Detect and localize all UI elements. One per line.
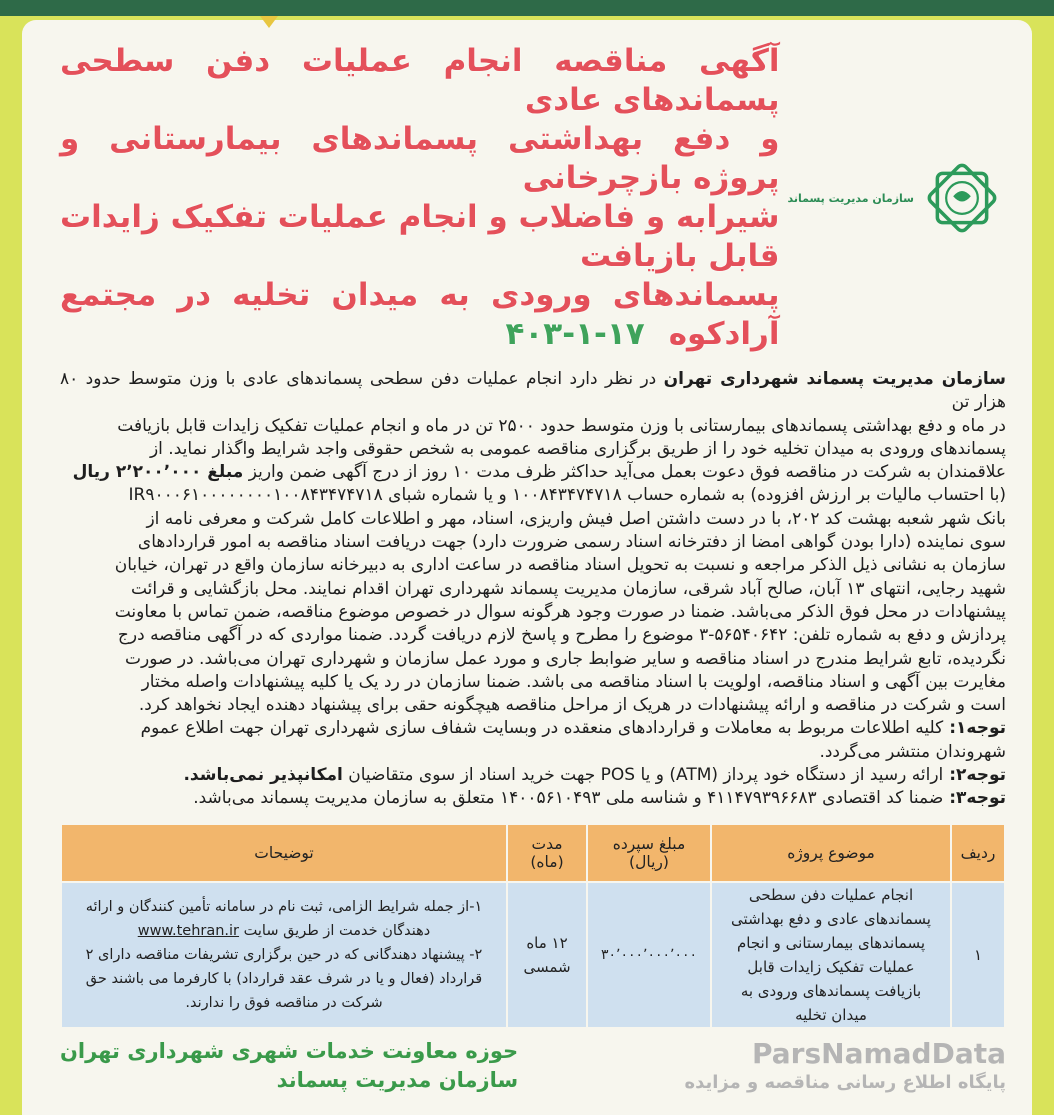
body-text: (با احتساب مالیات بر ارزش افزوده) به شماره حساب ۱۰۰۸۴۳۴۷۴۷۱۸ و یا شماره شبای IR۹۰۰۰۶۱۰۰۰۰۰۰۰۰۱۰۰۸۴۳۴۷۴۷۱۸: [128, 485, 1006, 506]
cell-row-number: ۱: [951, 882, 1005, 1028]
tender-code: ۱۷-۱-۴۰۳: [505, 316, 645, 352]
body-text: در نظر دارد انجام عملیات دفن سطحی پسماندهای عادی با وزن متوسط حدود ۸۰ هزار تن: [60, 369, 1006, 413]
tender-table: [60, 823, 1006, 1029]
header-deposit-label: مبلغ سپرده: [612, 834, 686, 853]
body-line: [60, 554, 1006, 577]
ad-bottom: [60, 1037, 1006, 1095]
body-line: [60, 694, 1006, 717]
title-line-text: پسماندهای ورودی به میدان تخلیه در مجتمع آرادکوه: [60, 277, 780, 352]
note-1: [74, 895, 494, 943]
body-text: علاقمندان به شرکت در مناقصه فوق دعوت بعمل می‌آید حداکثر ظرف مدت ۱۰ روز از درج آگهی ضمن واریز: [243, 462, 1006, 483]
watermark-tagline: پایگاه اطلاع رسانی مناقصه و مزایده: [684, 1071, 1006, 1093]
header-notes: توضیحات: [61, 824, 507, 882]
note-2: ۲- پیشنهاد دهندگانی که در حین برگزاری تشریفات مناقصه دارای ۲ قرارداد (فعال و یا در شرف عقد قرارداد) با کارفرما می باشند حق شرکت در مناقصه فوق را ندارند.: [85, 946, 483, 1011]
watermarks: [684, 1037, 1006, 1095]
tehran-site-link[interactable]: www.tehran.ir: [137, 922, 240, 939]
body-text: شهروندان منتشر می‌گردد.: [819, 741, 1006, 762]
body-line: [60, 461, 1006, 484]
body-emphasis: امکانپذیر نمی‌باشد.: [183, 765, 343, 786]
table-header-row: [61, 824, 1005, 882]
cell-notes: [61, 882, 507, 1028]
title-line: و دفع بهداشتی پسماندهای بیمارستانی و پروژه بازچرخانی: [60, 121, 780, 196]
header-deposit-unit: (ریال): [629, 852, 669, 871]
ad-panel: [22, 20, 1032, 1115]
body-emphasis: توجه۳:: [943, 788, 1006, 809]
header-deposit: [587, 824, 711, 882]
logo-label: سازمان مدیریت پسماند: [787, 191, 914, 205]
title-line: آگهی مناقصه انجام عملیات دفن سطحی پسماندهای عادی: [60, 43, 780, 118]
triangle-marker-icon: [260, 16, 278, 28]
ad-body: [60, 368, 1006, 811]
duration-calendar: شمسی: [523, 957, 571, 976]
body-line: [60, 578, 1006, 601]
header-row-number: ردیف: [951, 824, 1005, 882]
body-line: [60, 787, 1006, 810]
top-band: [0, 0, 1054, 16]
body-text: مغایرت بین آگهی و اسناد مناقصه، اولویت با اسناد مناقصه می باشد. ضمنا سازمان در رد یک یا کلیه پیشنهادات واصله مختار: [141, 671, 1006, 692]
body-emphasis: توجه۲:: [943, 765, 1006, 786]
ad-footer: [60, 1037, 518, 1095]
header-subject: موضوع پروژه: [711, 824, 951, 882]
body-text: در ماه و دفع بهداشتی پسماندهای بیمارستانی با وزن متوسط حدود ۲۵۰۰ تن در ماه و انجام عملیات تفکیک زایدات قابل بازیافت: [117, 415, 1006, 436]
body-line: [60, 741, 1006, 764]
ad-header: [60, 42, 1006, 354]
body-line: [60, 508, 1006, 531]
duration-value: ۱۲ ماه: [526, 933, 568, 952]
brand: [788, 154, 1007, 242]
body-line: [60, 484, 1006, 507]
footer-department: حوزه معاونت خدمات شهری شهرداری تهران: [60, 1038, 519, 1063]
cell-duration: [507, 882, 587, 1028]
body-text: است و شرکت در مناقصه و ارائه پیشنهادات در هریک از مراحل مناقصه هیچگونه حقی برای پیشنهاد دهنده ایجاد نخواهد کرد.: [138, 695, 1006, 716]
body-emphasis: مبلغ ۲٬۲۰۰٬۰۰۰ ریال: [72, 462, 244, 483]
body-text: پسماندهای ورودی به میدان تخلیه خود را از طریق برگزاری مناقصه عمومی به شخص حقوقی واجد شرایط واگذار نماید. از: [149, 438, 1006, 459]
ad-title: [60, 42, 780, 354]
body-line: [60, 368, 1006, 415]
table-row: [61, 882, 1005, 1028]
cell-deposit: ۳۰٬۰۰۰٬۰۰۰٬۰۰۰: [587, 882, 711, 1028]
body-line: [60, 671, 1006, 694]
body-line: [60, 648, 1006, 671]
body-line: [60, 601, 1006, 624]
footer-organization: سازمان مدیریت پسماند: [276, 1067, 519, 1092]
body-emphasis: توجه۱:: [943, 718, 1006, 739]
body-line: [60, 415, 1006, 438]
body-text: پیشنهادات در محل فوق الذکر می‌باشد. ضمنا در صورت وجود هرگونه سوال در خصوص موضوع مناقصه، ضمن تماس با معاونت: [114, 601, 1006, 622]
body-text: ارائه رسید از دستگاه خود پرداز (ATM) و یا POS جهت خرید اسناد از سوی متقاضیان: [342, 765, 944, 786]
title-line: شیرابه و فاضلاب و انجام عملیات تفکیک زایدات قابل بازیافت: [60, 199, 780, 274]
watermark-brand: ParsNamadData: [752, 1036, 1006, 1070]
body-text: نگردیده، تابع شرایط مندرج در اسناد مناقصه و سایر ضوابط جاری و مورد عمل سازمان و شهرداری تهران می‌باشد. در صورت: [125, 648, 1006, 669]
body-line: [60, 531, 1006, 554]
body-text: بانک شهر شعبه بهشت کد ۲۰۲، با در دست داشتن اصل فیش واریزی، اسناد، مهر و اطلاعات کامل شرکت و معرفی نامه از: [146, 508, 1006, 529]
body-text: ضمنا کد اقتصادی ۴۱۱۴۷۹۳۹۶۶۸۳ و شناسه ملی ۱۴۰۰۵۶۱۰۴۹۳ متعلق به سازمان مدیریت پسماند می‌باشد.: [193, 788, 944, 809]
header-duration-unit: (ماه): [530, 852, 564, 871]
body-text: سازمان به نشانی ذیل الذکر مراجعه و نسبت به تحویل اسناد مناقصه در ساعت اداری به دبیرخانه سازمان واقع در تهران، خیابان: [114, 555, 1006, 576]
body-line: [60, 764, 1006, 787]
waste-management-logo-icon: [918, 154, 1006, 242]
body-text: سوی نماینده (دارا بودن گواهی امضا از دفترخانه اسناد رسمی ضرورت دارد) جهت دریافت اسناد مناقصه به امور قراردادهای: [137, 532, 1006, 553]
body-line: [60, 717, 1006, 740]
body-text: پردازش و دفع به شماره تلفن: ۵۶۵۴۰۶۴۲-۳ موضوع را مطرح و پاسخ لازم دریافت گردد. ضمنا مواردی که در آگهی مناقصه درج: [117, 625, 1006, 646]
header-duration-label: مدت: [531, 834, 563, 853]
note-1-text: ۱-از جمله شرایط الزامی، ثبت نام در سامانه تأمین کنندگان و ارائه دهندگان خدمت از طریق سایت: [85, 898, 483, 939]
body-text: شهید رجایی، انتهای ۱۳ آبان، صالح آباد شرقی، سازمان مدیریت پسماند شهرداری تهران اقدام نمایند. محل بازگشایی و قرائت: [130, 578, 1006, 599]
body-line: [60, 438, 1006, 461]
cell-subject: انجام عملیات دفن سطحی پسماندهای عادی و دفع بهداشتی پسماندهای بیمارستانی و انجام عملیات تفکیک زایدات قابل بازیافت پسماندهای ورودی به میدان تخلیه: [711, 882, 951, 1028]
body-line: [60, 624, 1006, 647]
title-line: [60, 276, 780, 354]
body-emphasis: سازمان مدیریت پسماند شهرداری تهران: [663, 369, 1007, 389]
header-duration: [507, 824, 587, 882]
body-text: کلیه اطلاعات مربوط به معاملات و قراردادهای منعقده در وبسایت شفاف سازی شهرداری تهران جهت اطلاع عموم: [140, 718, 944, 739]
